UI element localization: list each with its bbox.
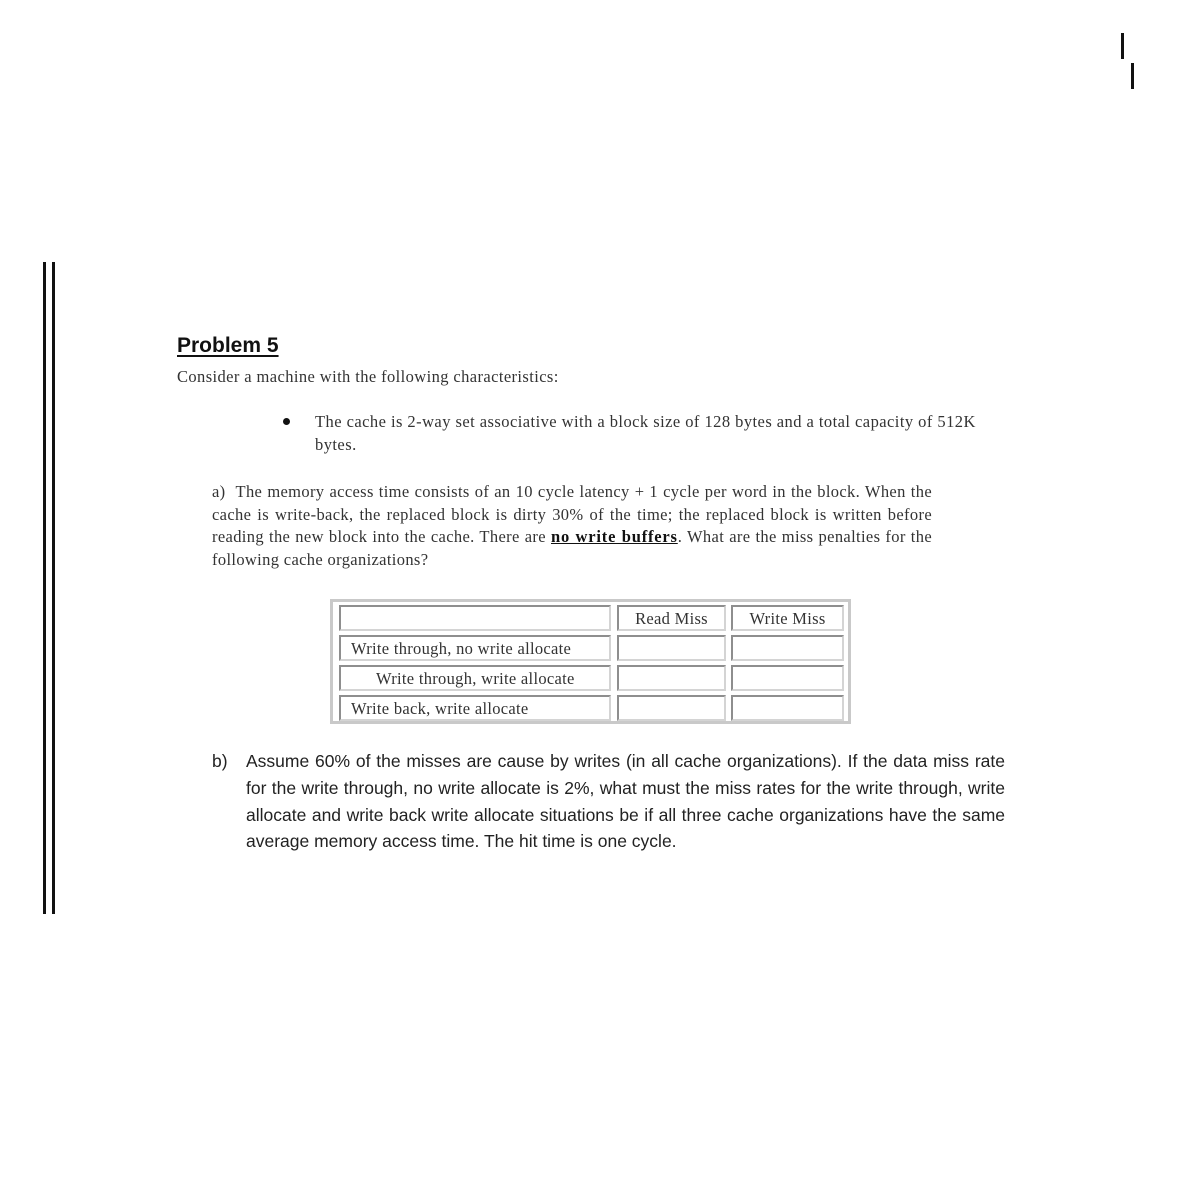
- problem-intro: Consider a machine with the following characteristics:: [177, 367, 559, 386]
- table-cell-write-miss: [731, 635, 844, 661]
- table-cell-write-miss: [731, 665, 844, 691]
- table-header-read-miss: Read Miss: [617, 605, 726, 631]
- part-a-emphasis: no write buffers: [551, 527, 678, 546]
- table-cell-read-miss: [617, 665, 726, 691]
- part-a-label: a): [212, 482, 226, 501]
- bullet-cache-description: The cache is 2-way set associative with a block size of 128 bytes and a total capacity of 512K bytes.: [315, 412, 976, 454]
- problem-title: Problem 5: [177, 334, 279, 357]
- part-a-question: [212, 481, 932, 571]
- table-row-label: Write through, write allocate: [339, 665, 611, 691]
- table-cell-read-miss: [617, 635, 726, 661]
- table-header-blank: [339, 605, 611, 631]
- miss-penalty-table: [330, 599, 851, 724]
- part-b-question: [212, 748, 1005, 855]
- left-border-line-inner: [52, 262, 55, 914]
- bullet-icon: [283, 418, 290, 425]
- table-header-write-miss: Write Miss: [731, 605, 844, 631]
- right-border-line-inner: [1121, 33, 1124, 59]
- table-cell-read-miss: [617, 695, 726, 721]
- table-cell-write-miss: [731, 695, 844, 721]
- right-border-line-outer: [1131, 63, 1134, 89]
- left-border-line-outer: [43, 262, 46, 914]
- part-a-text-after: . What are the miss penalties for the following cache organizations?: [212, 527, 932, 569]
- part-a-text-before: The memory access time consists of an 10 cycle latency + 1 cycle per word in the block. When the cache is write-back, the replaced block is dirty 30% of the time; the replaced block is written before reading the new block into the cache. There are: [212, 482, 932, 546]
- table-row-label: Write back, write allocate: [339, 695, 611, 721]
- part-b-text: Assume 60% of the misses are cause by writes (in all cache organizations). If the data miss rate for the write through, no write allocate is 2%, what must the miss rates for the write through, write allocate and write back write allocate situations be if all three cache organizations have the same average memory access time. The hit time is one cycle.: [246, 751, 1005, 852]
- table-row-label: Write through, no write allocate: [339, 635, 611, 661]
- part-b-label: b): [212, 751, 228, 771]
